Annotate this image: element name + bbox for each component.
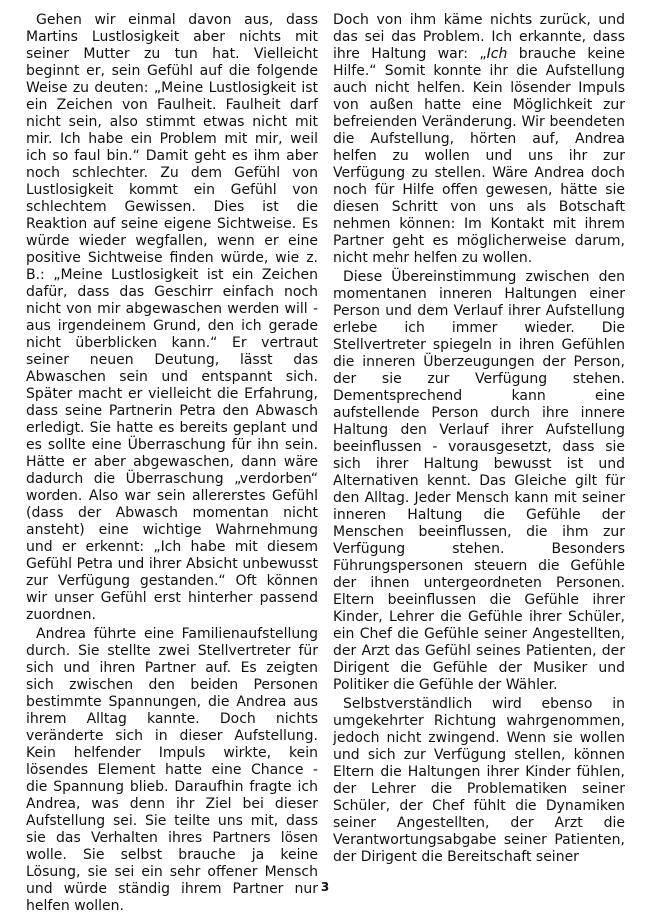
emphasis-ich: Ich <box>486 46 508 62</box>
paragraph-selbstverstaendlich: Selbstverständlich wird ebenso in umgekehrter Richtung wahrgenommen, jedoch nicht zwingend. Wenn sie wollen und sich zur Verfügung stellen, können Eltern die Haltungen ihrer Kinder fühlen, der Lehrer die Problematiken seiner Schüler, der Chef fühlt die Dynamiken seiner Angestellten, der Arzt die Verantwortungsabgabe seiner Patienten, der Dirigent die Bereitschaft seiner <box>333 696 625 865</box>
left-column <box>26 12 318 915</box>
paragraph-andrea-continued: Doch von ihm käme nichts zurück, und das sei das Problem. Ich erkannte, dass ihre Haltung war: „Ich brauche keine Hilfe.“ Somit konnte ihr die Aufstellung auch nicht helfen. Kein lösender Impuls von außen hatte eine Möglichkeit zur befreienden Veränderung. Wir beendeten die Aufstellung, hörten auf, Andrea helfen zu wollen und uns ihr zur Verfügung zu stellen. Wäre Andrea doch noch für Hilfe offen gewesen, hätte sie diesen Schritt von uns als Botschaft nehmen können: Im Kontakt mit ihrem Partner geht es möglicherweise darum, nicht mehr helfen zu wollen. <box>333 12 625 266</box>
paragraph-andrea: Andrea führte eine Familienaufstellung durch. Sie stellte zwei Stellvertreter für sich und ihren Partner auf. Es zeigten sich zwischen den beiden Personen bestimmte Spannungen, die Andrea aus ihrem Alltag kannte. Doch nichts veränderte sich in dieser Aufstellung. Kein helfender Impuls wirkte, kein lösendes Element hatte eine Chance - die Spannung blieb. Daraufhin fragte ich Andrea, was denn ihr Ziel bei dieser Aufstellung sei. Sie teilte uns mit, dass sie das Verhalten ihres Partners lösen wolle. Sie selbst brauche ja keine Lösung, sie sei ein sehr offener Mensch und würde ständig ihrem Partner nur helfen wollen. <box>26 626 318 914</box>
paragraph-martin: Gehen wir einmal davon aus, dass Martins Lustlosigkeit aber nichts mit seiner Mutter zu tun hat. Vielleicht beginnt er, sein Gefühl auf die folgende Weise zu deuten: „Meine Lustlosigkeit ist ein Zeichen von Faulheit. Faulheit darf nicht sein, also stimmt etwas nicht mit mir. Ich habe ein Problem mit mir, weil ich so faul bin.“ Damit geht es ihm aber noch schlechter. Zu dem Gefühl von Lustlosigkeit kommt ein Gefühl von schlechtem Gewissen. Dies ist die Reaktion auf seine eigene Sichtweise. Es würde wieder wegfallen, wenn er eine positive Sichtweise finden würde, wie z. B.: „Meine Lustlosigkeit ist ein Zeichen dafür, dass das Geschirr einfach noch nicht von mir abgewaschen werden will - aus irgendeinem Grund, den ich gerade nicht überblicken kann.“ Er vertraut seiner neuen Deutung, lässt das Abwaschen sein und entspannt sich. Später macht er vielleicht die Erfahrung, dass seine Partnerin Petra den Abwasch erledigt. Sie hatte es bereits geplant und es sollte eine Überraschung für ihn sein. Hätte er aber abgewaschen, dann wäre dadurch die Überraschung „verdorben“ worden. Also war sein allererstes Gefühl (dass der Abwasch momentan nicht ansteht) eine wichtige Wahrnehmung und er erkennt: „Ich habe mit diesem Gefühl Petra und ihrer Absicht unbewusst zur Verfügung gestanden.“ Oft können wir unser Gefühl erst hinterher passend zuordnen. <box>26 12 318 623</box>
paragraph-uebereinstimmung: Diese Übereinstimmung zwischen den momentanen inneren Haltungen einer Person und dem Verlauf ihrer Aufstellung erlebe ich immer wieder. Die Stellvertreter spiegeln in ihren Gefühlen die inneren Überzeugungen der Person, der sie zur Verfügung stehen. Dementsprechend kann eine aufstellende Person durch ihre innere Haltung den Verlauf ihrer Aufstellung beeinflussen - vorausgesetzt, dass sie sich ihrer Haltung bewusst ist und Alternativen kennt. Das Gleiche gilt für den Alltag. Jeder Mensch kann mit seiner inneren Haltung die Gefühle der Menschen beeinflussen, die ihm zur Verfügung stehen. Besonders Führungspersonen steuern die Gefühle der ihnen untergeordneten Personen. Eltern beeinflussen die Gefühle ihrer Kinder, Lehrer die Gefühle ihrer Schüler, ein Chef die Gefühle seiner Angestellten, der Arzt das Gefühl seines Patienten, der Dirigent die Gefühle der Musiker und Politiker die Gefühle der Wähler. <box>333 269 625 693</box>
page-number: 3 <box>320 880 330 894</box>
right-column <box>333 12 625 866</box>
